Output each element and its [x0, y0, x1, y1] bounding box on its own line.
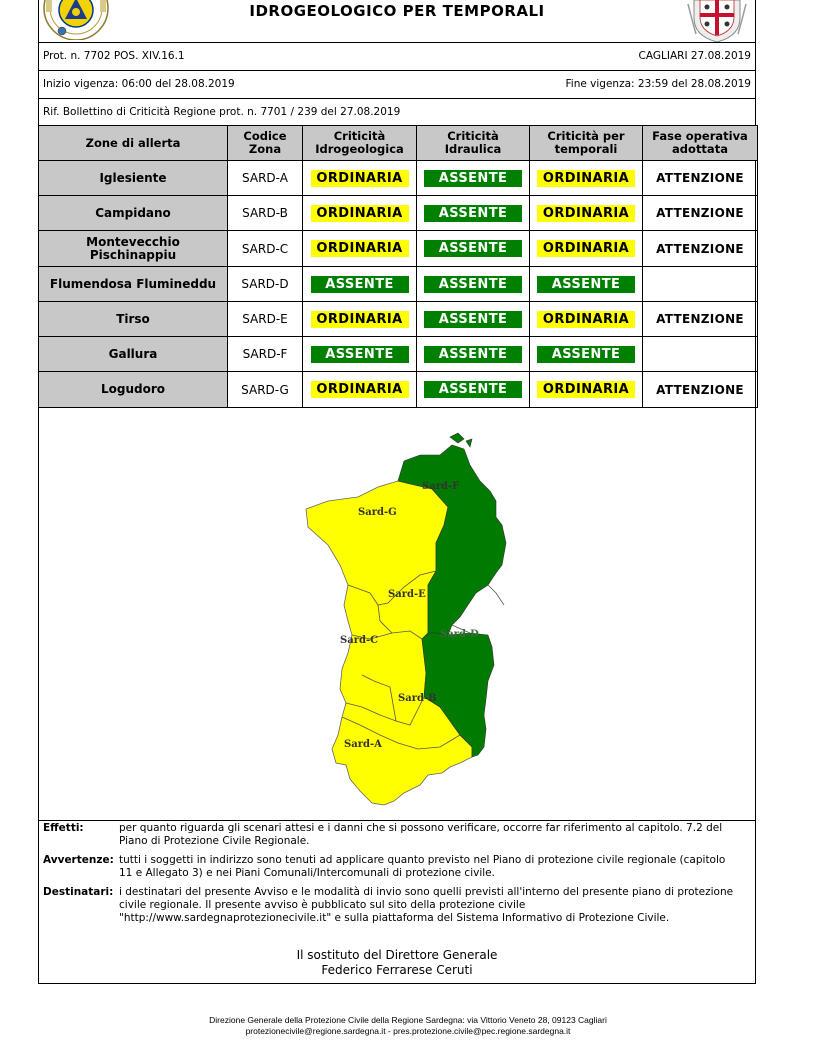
- zone-code: SARD-A: [228, 161, 303, 196]
- criticality-cell: [303, 372, 417, 408]
- criticality-cell: [303, 337, 417, 372]
- criticality-cell: [530, 231, 643, 267]
- protocol-date: CAGLIARI 27.08.2019: [638, 50, 751, 62]
- bulletin-reference: Rif. Bollettino di Criticità Regione prot. n. 7701 / 239 del 27.08.2019: [43, 106, 401, 118]
- criticality-badge: ORDINARIA: [311, 170, 409, 187]
- criticality-badge: ORDINARIA: [537, 311, 635, 328]
- table-row: [39, 231, 758, 267]
- column-header: Criticità Idraulica: [417, 126, 530, 161]
- zone-name: Iglesiente: [39, 161, 228, 196]
- criticality-badge: ASSENTE: [424, 205, 522, 222]
- criticality-cell: [530, 302, 643, 337]
- criticality-cell: [417, 302, 530, 337]
- zone-code: SARD-E: [228, 302, 303, 337]
- note-item: [43, 854, 751, 880]
- table-row: [39, 302, 758, 337]
- note-line: i destinatari del presente Avviso e le modalità di invio sono quelli previsti all'interno del presente piano di protezione: [119, 886, 734, 898]
- validity-row: [38, 71, 756, 99]
- operational-phase: [643, 267, 758, 302]
- note-line: civile regionale. Il presente avviso è pubblicato sul sito della protezione civile: [119, 899, 526, 911]
- criticality-badge: ASSENTE: [424, 311, 522, 328]
- criticality-badge: ORDINARIA: [537, 205, 635, 222]
- sardinia-alert-map: [300, 425, 510, 810]
- footer-address: Direzione Generale della Protezione Civile della Regione Sardegna: via Vittorio Veneto 28, 09123 Cagliari: [209, 1015, 607, 1025]
- table-row: [39, 372, 758, 408]
- zone-name: Logudoro: [39, 372, 228, 408]
- note-key: Effetti:: [43, 822, 84, 834]
- criticality-cell: [303, 302, 417, 337]
- validity-start: Inizio vigenza: 06:00 del 28.08.2019: [43, 78, 235, 90]
- table-row: [39, 267, 758, 302]
- criticality-cell: [303, 267, 417, 302]
- criticality-badge: ORDINARIA: [311, 205, 409, 222]
- signature-name: Federico Ferrarese Ceruti: [321, 963, 473, 977]
- note-text: [119, 886, 751, 925]
- note-line: "http://www.sardegnaprotezionecivile.it" e sulla piattaforma del Sistema Informativo di Protezione Civile.: [119, 912, 670, 924]
- operational-phase: ATTENZIONE: [643, 231, 758, 267]
- operational-phase: ATTENZIONE: [643, 196, 758, 231]
- map-label-sard-a: Sard-A: [344, 739, 382, 750]
- zone-name: Gallura: [39, 337, 228, 372]
- map-label-sard-d: Sard-D: [440, 629, 479, 640]
- criticality-badge: ORDINARIA: [311, 240, 409, 257]
- criticality-badge: ASSENTE: [424, 276, 522, 293]
- note-item: [43, 822, 751, 848]
- note-text: [119, 854, 751, 880]
- alert-zones-table: [38, 125, 758, 408]
- criticality-badge: ASSENTE: [537, 276, 635, 293]
- zone-name: Campidano: [39, 196, 228, 231]
- note-key: Destinatari:: [43, 886, 114, 898]
- criticality-badge: ASSENTE: [424, 346, 522, 363]
- criticality-cell: [417, 337, 530, 372]
- zone-name: Flumendosa Flumineddu: [39, 267, 228, 302]
- criticality-badge: ASSENTE: [424, 240, 522, 257]
- notes-section: [43, 822, 751, 931]
- criticality-cell: [303, 231, 417, 267]
- validity-end: Fine vigenza: 23:59 del 28.08.2019: [565, 78, 751, 90]
- criticality-badge: ORDINARIA: [537, 381, 635, 398]
- criticality-cell: [530, 267, 643, 302]
- note-item: [43, 886, 751, 925]
- column-header: Criticità Idrogeologica: [303, 126, 417, 161]
- zone-code: SARD-G: [228, 372, 303, 408]
- sardinia-coat-of-arms: [686, 0, 748, 42]
- column-header: Zone di allerta: [39, 126, 228, 161]
- zone-code: SARD-D: [228, 267, 303, 302]
- criticality-cell: [530, 161, 643, 196]
- column-header: Codice Zona: [228, 126, 303, 161]
- criticality-badge: ORDINARIA: [537, 240, 635, 257]
- criticality-cell: [417, 231, 530, 267]
- column-header: Fase operativa adottata: [643, 126, 758, 161]
- operational-phase: ATTENZIONE: [643, 302, 758, 337]
- note-line: tutti i soggetti in indirizzo sono tenuti ad applicare quanto previsto nel Piano di protezione civile regionale (capitolo: [119, 854, 726, 866]
- map-label-sard-f: Sard-F: [422, 481, 460, 492]
- criticality-badge: ORDINARIA: [311, 311, 409, 328]
- criticality-cell: [417, 372, 530, 408]
- zone-name: Montevecchio Pischinappiu: [39, 231, 228, 267]
- map-label-sard-b: Sard-B: [398, 693, 437, 704]
- criticality-cell: [417, 267, 530, 302]
- criticality-badge: ASSENTE: [424, 381, 522, 398]
- protocol-row: [38, 43, 756, 71]
- criticality-cell: [530, 337, 643, 372]
- column-header: Criticità per temporali: [530, 126, 643, 161]
- notes-divider: [38, 820, 756, 821]
- operational-phase: ATTENZIONE: [643, 161, 758, 196]
- criticality-cell: [303, 196, 417, 231]
- operational-phase: ATTENZIONE: [643, 372, 758, 408]
- reference-row: [38, 99, 756, 126]
- zone-code: SARD-F: [228, 337, 303, 372]
- criticality-cell: [417, 161, 530, 196]
- map-label-sard-g: Sard-G: [358, 507, 397, 518]
- page-title: IDROGEOLOGICO PER TEMPORALI: [249, 2, 545, 20]
- note-line: Piano di Protezione Civile Regionale.: [119, 835, 310, 847]
- note-key: Avvertenze:: [43, 854, 114, 866]
- note-text: [119, 822, 751, 848]
- criticality-badge: ORDINARIA: [311, 381, 409, 398]
- footer-emails: protezionecivile@regione.sardegna.it - pres.protezione.civile@pec.regione.sardegna.it: [245, 1026, 571, 1036]
- criticality-badge: ASSENTE: [311, 346, 409, 363]
- zone-code: SARD-C: [228, 231, 303, 267]
- map-label-sard-c: Sard-C: [340, 635, 379, 646]
- criticality-cell: [417, 196, 530, 231]
- note-line: per quanto riguarda gli scenari attesi e i danni che si possono verificare, occorre far riferimento al capitolo. 7.2 del: [119, 822, 723, 834]
- criticality-badge: ASSENTE: [311, 276, 409, 293]
- criticality-badge: ORDINARIA: [537, 170, 635, 187]
- protocol-number: Prot. n. 7702 POS. XIV.16.1: [43, 50, 185, 62]
- table-row: [39, 337, 758, 372]
- map-label-sard-e: Sard-E: [388, 589, 426, 600]
- table-row: [39, 161, 758, 196]
- criticality-badge: ASSENTE: [424, 170, 522, 187]
- header: [38, 0, 756, 43]
- table-header-row: [39, 126, 758, 161]
- operational-phase: [643, 337, 758, 372]
- civil-protection-logo: [40, 0, 112, 40]
- zone-name: Tirso: [39, 302, 228, 337]
- zone-code: SARD-B: [228, 196, 303, 231]
- note-line: 11 e Allegato 3) e nei Piani Comunali/Intercomunali di protezione civile.: [119, 867, 495, 879]
- table-row: [39, 196, 758, 231]
- signature-title: Il sostituto del Direttore Generale: [296, 948, 498, 962]
- criticality-badge: ASSENTE: [537, 346, 635, 363]
- criticality-cell: [530, 196, 643, 231]
- criticality-cell: [530, 372, 643, 408]
- criticality-cell: [303, 161, 417, 196]
